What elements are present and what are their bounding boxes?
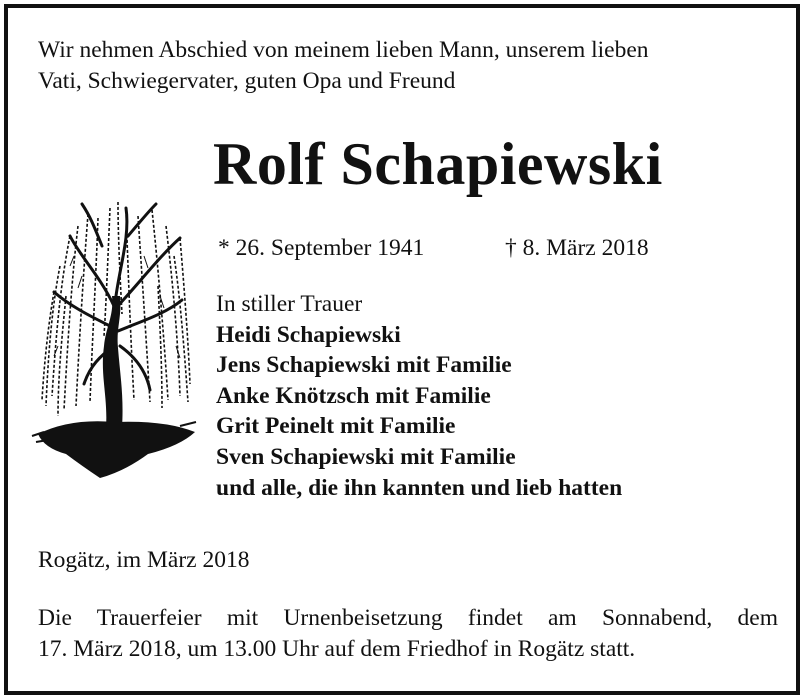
deceased-name: Rolf Schapiewski (213, 131, 663, 197)
ceremony-line-1: Die Trauerfeier mit Urnenbeisetzung findet am Sonnabend, dem (38, 605, 778, 631)
intro-line-1: Wir nehmen Abschied von meinem lieben Mann, unserem lieben (38, 37, 649, 63)
obituary-frame (4, 4, 800, 695)
mourner-name: Sven Schapiewski mit Familie (216, 443, 516, 470)
mourner-name: Grit Peinelt mit Familie (216, 413, 456, 440)
birth-date: * 26. September 1941 (218, 235, 425, 261)
ceremony-line-2: 17. März 2018, um 13.00 Uhr auf dem Friedhof in Rogätz statt. (38, 636, 636, 662)
place-date: Rogätz, im März 2018 (38, 547, 250, 573)
mourner-name: und alle, die ihn kannten und lieb hatten (216, 474, 623, 501)
mourners-heading: In stiller Trauer (216, 291, 363, 317)
mourners-list (216, 289, 622, 503)
mourner-name: Anke Knötzsch mit Familie (216, 382, 491, 409)
mourner-name: Heidi Schapiewski (216, 321, 401, 348)
mourner-name: Jens Schapiewski mit Familie (216, 352, 512, 379)
weeping-willow-icon (30, 196, 200, 486)
intro-line-2: Vati, Schwiegervater, guten Opa und Freund (38, 68, 456, 94)
intro-text (38, 35, 778, 97)
ceremony-notice (38, 603, 778, 665)
death-date: † 8. März 2018 (505, 235, 649, 261)
